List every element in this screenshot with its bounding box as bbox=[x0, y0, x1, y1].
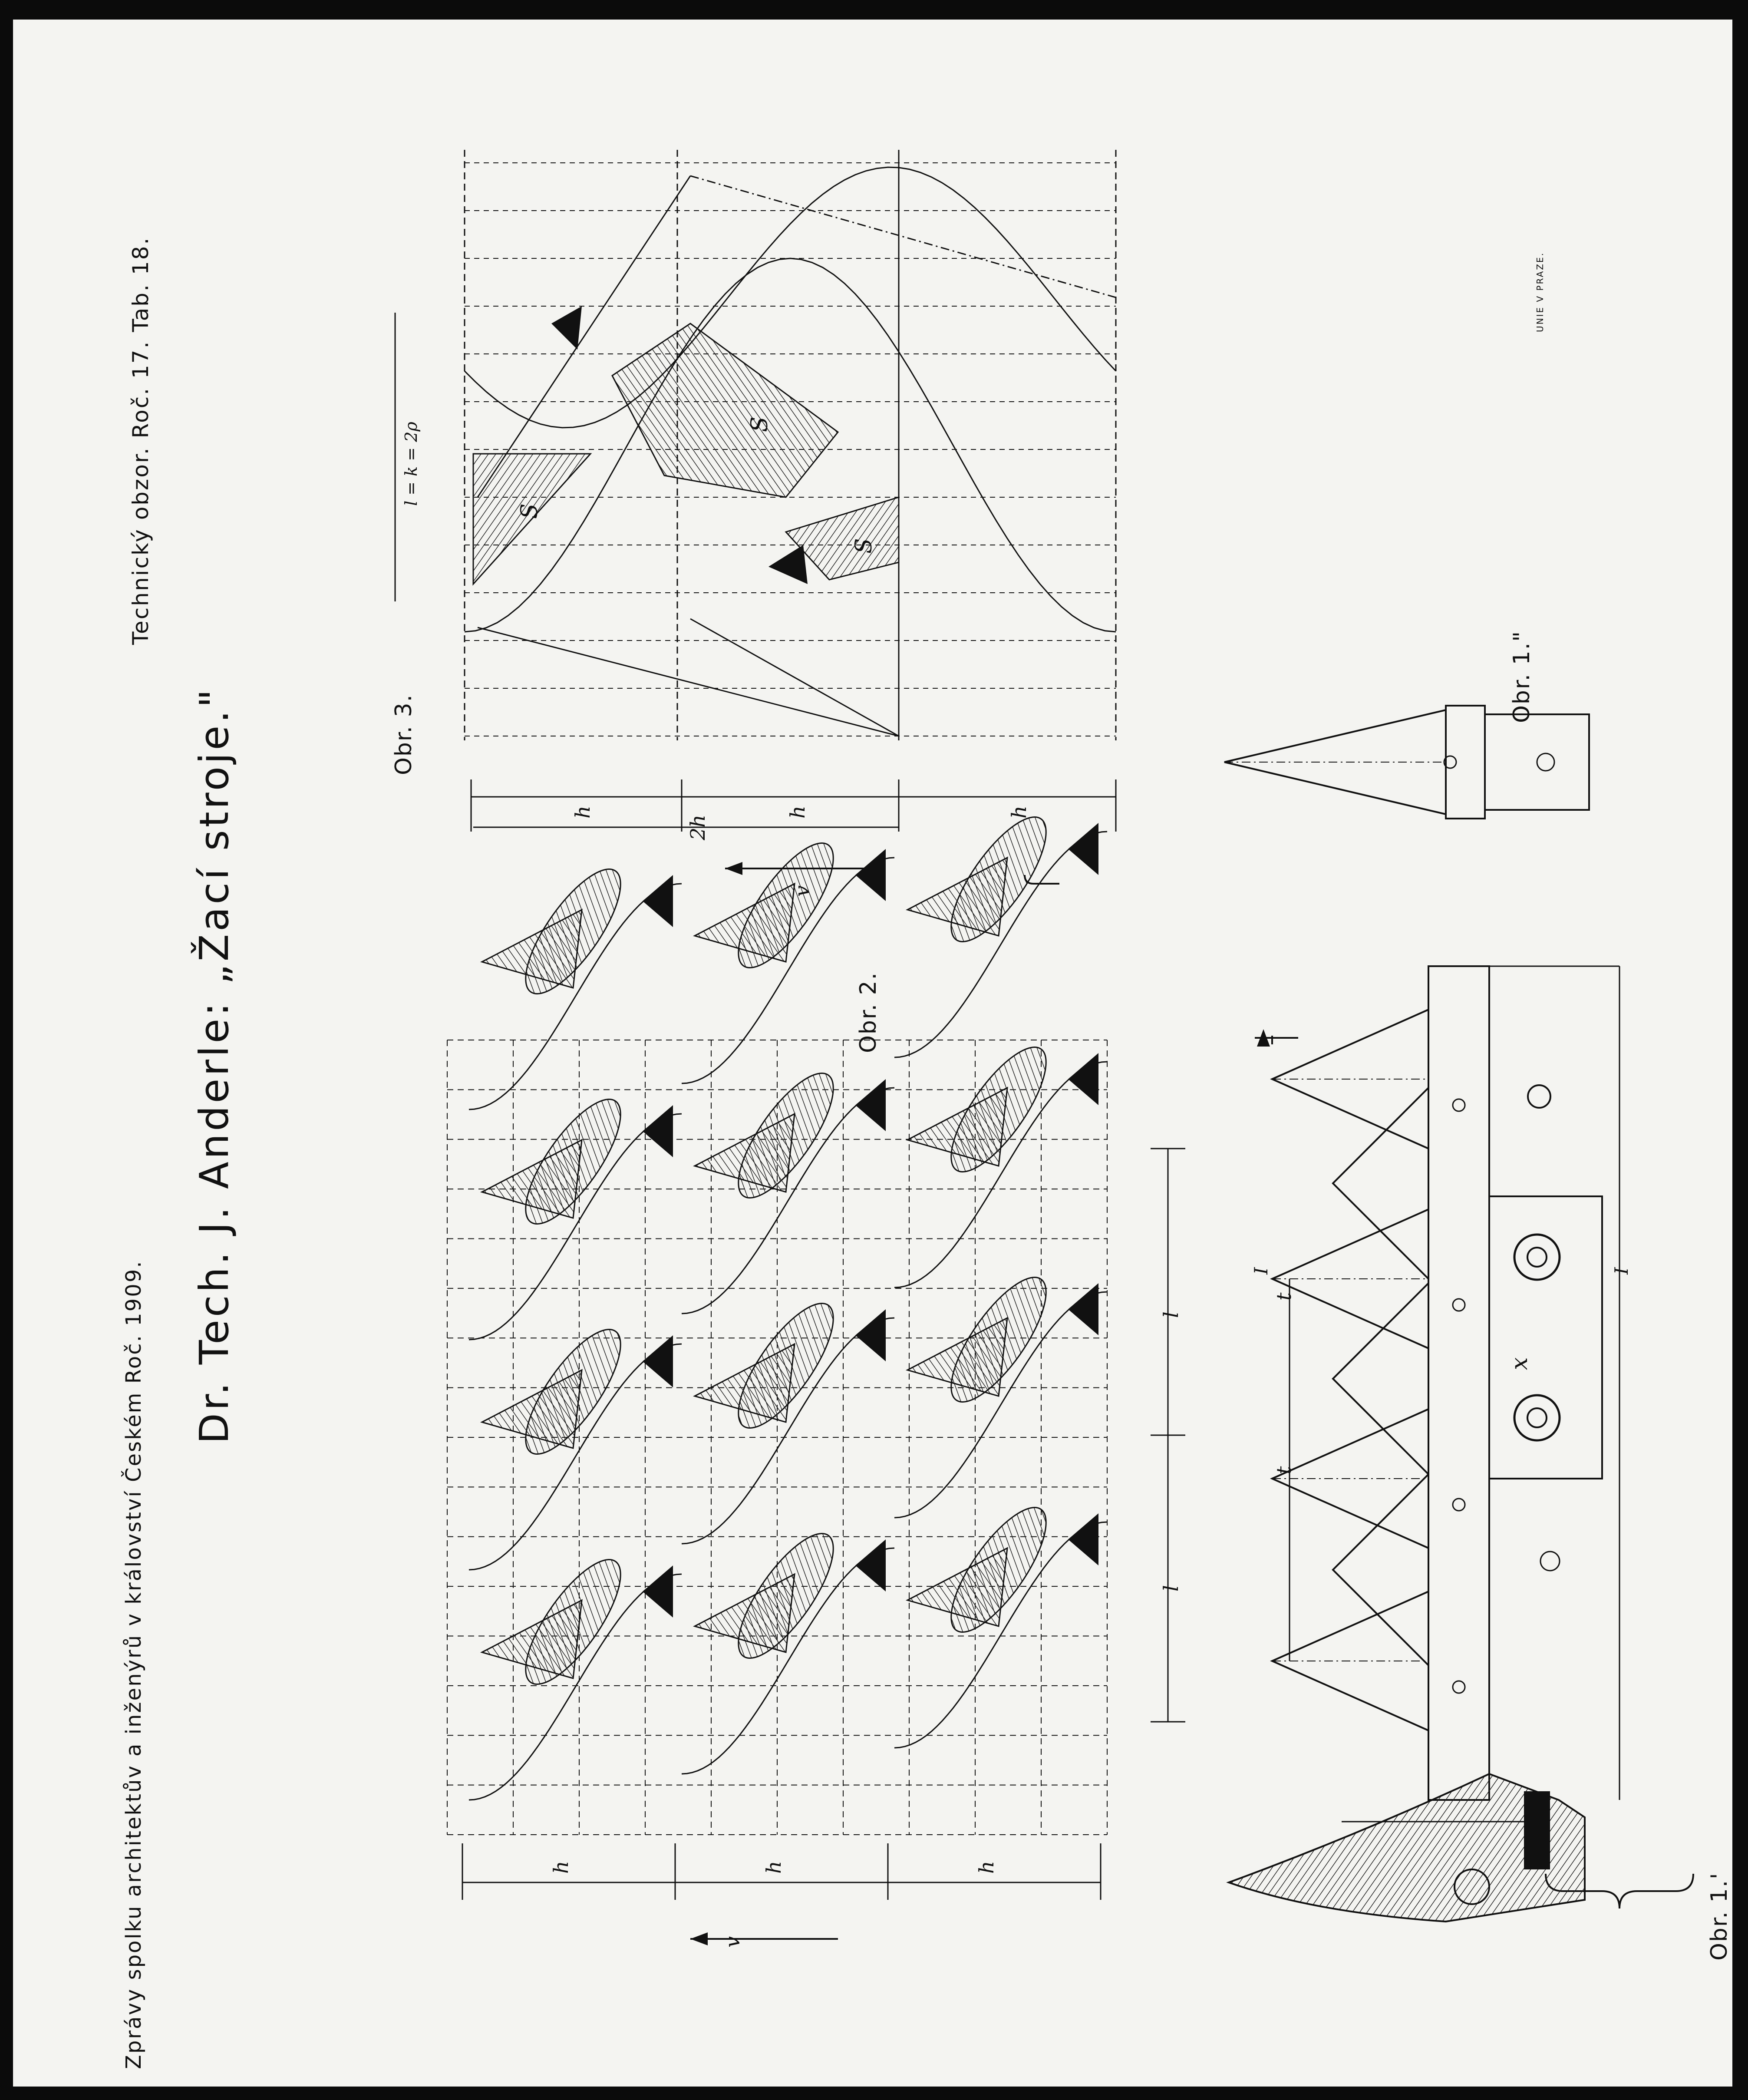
dim-label-h-fig2-a: h bbox=[549, 1861, 573, 1874]
knife-back bbox=[1446, 706, 1485, 819]
bolt-section bbox=[1524, 1791, 1550, 1869]
printer-mark: UNIE V PRAZE. bbox=[1535, 251, 1545, 332]
hatched-wedge bbox=[907, 1088, 1007, 1166]
uncut-triangle bbox=[768, 545, 808, 584]
uncut-triangle bbox=[1068, 823, 1098, 875]
arrow-head bbox=[690, 1932, 708, 1945]
bolt-hole bbox=[1540, 1552, 1560, 1571]
dim-label-h-fig3-c: h bbox=[1007, 806, 1031, 819]
journal-header: Zprávy spolku architektův a inženýrů v království Českém Roč. 1909. bbox=[122, 1260, 146, 2069]
bolt-head bbox=[1514, 1395, 1560, 1440]
rivet bbox=[1453, 1499, 1465, 1511]
uncut-triangle bbox=[855, 1539, 886, 1592]
hatched-wedge bbox=[695, 1114, 795, 1192]
dim-label-h-fig2-c: h bbox=[975, 1861, 998, 1874]
uncut-triangle bbox=[643, 1335, 673, 1387]
bolt-head bbox=[1514, 1235, 1560, 1280]
hatched-wedge bbox=[482, 910, 582, 988]
hatched-wedge bbox=[482, 1370, 582, 1448]
figure-1-cutter-bar bbox=[1025, 875, 1693, 1908]
construction-line bbox=[478, 627, 899, 736]
arrow-head bbox=[725, 862, 742, 875]
dim-label-h-fig3-b: h bbox=[786, 806, 809, 819]
hatched-wedge bbox=[482, 1140, 582, 1218]
cutter-bar bbox=[1428, 966, 1489, 1800]
bolt-hole bbox=[1528, 1085, 1550, 1108]
plate-label-x: x bbox=[1507, 1357, 1533, 1370]
construction-line bbox=[690, 619, 899, 736]
dim-label-t-fig1-b: t bbox=[1272, 1292, 1296, 1301]
dim-label-l-eq-k: l = k = 2ρ bbox=[402, 422, 421, 506]
issue-header: Technický obzor. Roč. 17. Tab. 18. bbox=[128, 236, 153, 645]
uncut-triangle bbox=[1068, 1513, 1098, 1565]
guard-finger bbox=[1333, 1474, 1428, 1665]
hatched-wedge bbox=[907, 858, 1007, 936]
uncut-triangle bbox=[855, 849, 886, 901]
dim-label-h-fig2-b: h bbox=[762, 1861, 785, 1874]
uncut-triangle bbox=[643, 875, 673, 927]
hatched-wedge bbox=[695, 1344, 795, 1422]
hatched-wedge bbox=[482, 1600, 582, 1678]
article-title: Dr. Tech. J. Anderle: „Žací stroje." bbox=[191, 687, 237, 1444]
velocity-label-fig3: v bbox=[790, 885, 814, 897]
technical-drawing bbox=[13, 20, 1732, 2087]
uncut-triangle bbox=[643, 1565, 673, 1618]
uncut-triangle bbox=[551, 306, 582, 350]
figure-1b-caption: Obr. 1." bbox=[1509, 630, 1535, 723]
uncut-triangle bbox=[643, 1105, 673, 1157]
construction-line bbox=[690, 176, 1116, 297]
hatched-wedge bbox=[907, 1548, 1007, 1626]
knife-path-curve bbox=[465, 167, 1116, 428]
guard-finger bbox=[1333, 1088, 1428, 1279]
hatched-wedge bbox=[695, 884, 795, 962]
hatched-wedge bbox=[695, 1574, 795, 1652]
rivet bbox=[1453, 1099, 1465, 1111]
area-label-s-fig3-c: S bbox=[851, 538, 877, 554]
uncut-triangle bbox=[1068, 1053, 1098, 1105]
section-mark-i-b: I bbox=[1611, 1267, 1632, 1275]
uncut-triangle bbox=[1068, 1283, 1098, 1335]
hatched-area bbox=[473, 454, 590, 584]
bolt-hole bbox=[1527, 1248, 1547, 1267]
drawing-sheet bbox=[13, 20, 1732, 2087]
dim-label-l-fig2-a: l bbox=[1159, 1585, 1183, 1592]
hatched-wedge bbox=[907, 1318, 1007, 1396]
figure-1c-section bbox=[1229, 1774, 1585, 1922]
figure-3-diagram bbox=[395, 150, 1116, 875]
uncut-triangle bbox=[855, 1079, 886, 1131]
figure-3-caption: Obr. 3. bbox=[391, 693, 417, 775]
figure-1c-caption: Obr. 1.' bbox=[1706, 1872, 1732, 1961]
velocity-label-fig2: v bbox=[721, 1936, 744, 1948]
figure-2-caption: Obr. 2. bbox=[855, 971, 881, 1053]
dim-label-2h-fig3: 2h bbox=[686, 815, 709, 840]
dim-label-l-fig2-b: l bbox=[1159, 1311, 1183, 1318]
rivet bbox=[1453, 1299, 1465, 1311]
dim-label-t-fig1-a: t bbox=[1272, 1466, 1296, 1474]
uncut-triangle bbox=[855, 1309, 886, 1361]
figure-2-diagram bbox=[447, 804, 1185, 1945]
bolt-hole bbox=[1537, 753, 1554, 771]
drive-plate bbox=[1489, 1196, 1602, 1479]
area-label-s-fig3-a: S bbox=[517, 503, 543, 519]
bolt-hole bbox=[1527, 1408, 1547, 1427]
rivet bbox=[1453, 1681, 1465, 1693]
dim-label-h-fig3-a: h bbox=[571, 806, 594, 819]
section-mark-i-a: I bbox=[1250, 1267, 1272, 1275]
area-label-s-fig3-b: S bbox=[747, 416, 773, 432]
